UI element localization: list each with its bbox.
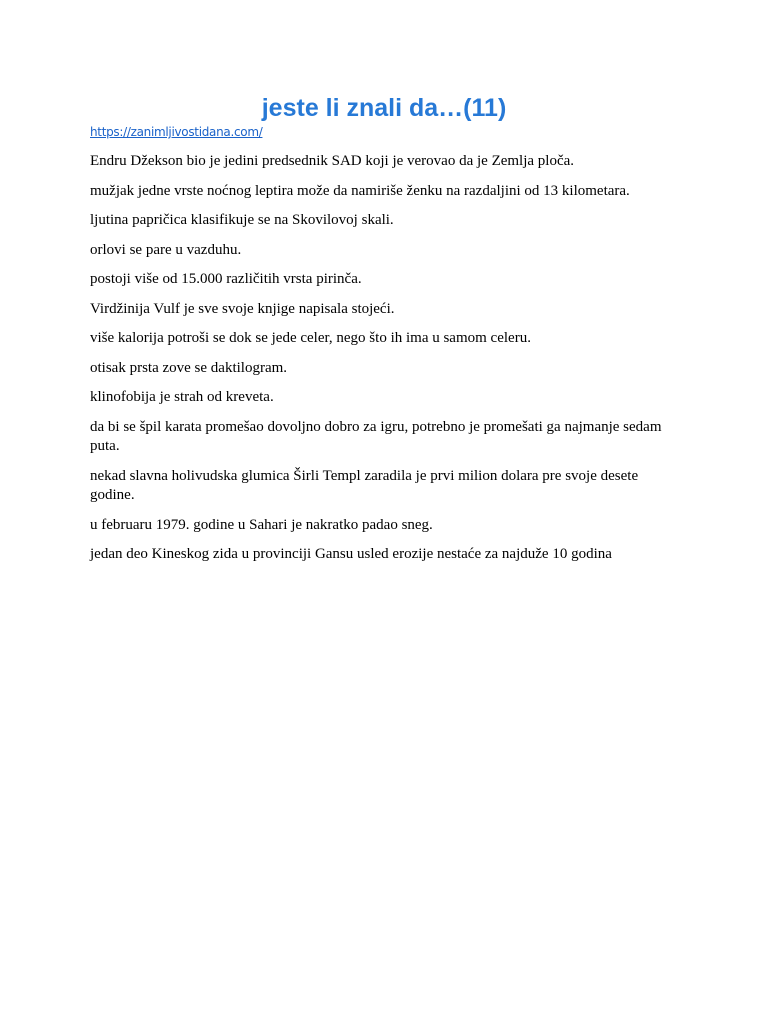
- fact-item: ljutina papričica klasifikuje se na Skovilovoj skali.: [90, 212, 394, 228]
- fact-item: klinofobija je strah od kreveta.: [90, 389, 274, 405]
- fact-item: orlovi se pare u vazduhu.: [90, 241, 242, 258]
- fact-item: postoji više od 15.000 različitih vrsta pirinča.: [90, 271, 362, 287]
- fact-item: u februaru 1979. godine u Sahari je nakratko padao sneg.: [90, 516, 433, 533]
- fact-item: Virdžinija Vulf je sve svoje knjige napisala stojeći.: [90, 300, 395, 317]
- facts-list: [90, 152, 680, 575]
- page-title: jeste li znali da…(11): [261, 94, 507, 122]
- fact-item: jedan deo Kineskog zida u provinciji Gansu usled erozije nestaće za najduže 10 godina: [90, 546, 612, 562]
- fact-item: Endru Džekson bio je jedini predsednik SAD koji je verovao da je Zemlja ploča.: [90, 153, 575, 169]
- fact-item: više kalorija potroši se dok se jede celer, nego što ih ima u samom celeru.: [90, 330, 531, 346]
- source-link[interactable]: https://zanimljivostidana.com/: [90, 125, 263, 139]
- fact-item: mužjak jedne vrste noćnog leptira može da namiriše ženku na razdaljini od 13 kilometara.: [90, 182, 630, 199]
- fact-item: nekad slavna holivudska glumica Širli Templ zaradila je prvi milion dolara pre svoje desete godine.: [90, 467, 639, 503]
- fact-item: da bi se špil karata promešao dovoljno dobro za igru, potrebno je promešati ga najmanje sedam puta.: [90, 418, 662, 454]
- fact-item: otisak prsta zove se daktilogram.: [90, 359, 288, 376]
